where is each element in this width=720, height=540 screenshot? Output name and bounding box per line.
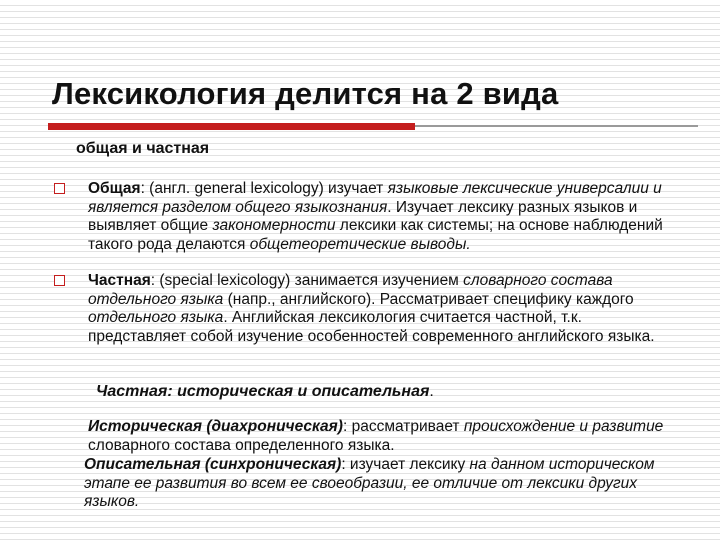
historical-text-1: : рассматривает xyxy=(342,418,464,435)
general-text-1: : (англ. general lexicology) изучает xyxy=(140,180,388,197)
special-text-5: . Английская лексикология считается частной, т.к. представляет собой изучение особенностей современного английского языка. xyxy=(88,309,655,345)
descriptive-text-1: : изучает лексику xyxy=(341,456,470,473)
hollow-square-bullet-icon xyxy=(54,275,65,286)
general-text-5: лексики как системы; на основе наблюдений такого рода делаются xyxy=(88,217,663,253)
general-text-2: языковые лексические универсалии и является разделом общего языкознания xyxy=(88,180,662,216)
special-text-4: отдельного языка xyxy=(88,309,224,326)
title-accent-bar xyxy=(48,123,415,130)
general-text-4: закономерности xyxy=(212,217,336,234)
historical-text-2: происхождение и развитие xyxy=(463,418,664,435)
special-text-2: словарного состава отдельного языка xyxy=(88,272,613,308)
special-text-1: : (special lexicology) занимается изучением xyxy=(150,272,464,289)
descriptive-text-2: на данном историческом этапе ее развития во всем ее своеобразии, ее отличие от лексики других языков. xyxy=(84,456,655,510)
descriptive-paragraph xyxy=(84,456,680,512)
special-text-3: (напр., английского). Рассматривает специфику каждого xyxy=(223,290,634,308)
general-text-3: . Изучает лексику разных языков и выявляет общие xyxy=(88,198,638,234)
term-general: Общая xyxy=(88,180,141,197)
historical-text-3: словарного состава определенного языка. xyxy=(88,436,395,454)
term-special: Частная xyxy=(88,272,151,289)
general-text-6: общетеоретические выводы. xyxy=(249,235,471,253)
historical-paragraph xyxy=(88,418,684,455)
bullet-general xyxy=(88,180,684,254)
term-descriptive: Описательная (синхроническая) xyxy=(84,456,342,473)
slide-subtitle: общая и частная xyxy=(76,140,210,157)
slide-title: Лексикология делится на 2 вида xyxy=(52,76,559,111)
hollow-square-bullet-icon xyxy=(54,183,65,194)
bullet-special xyxy=(88,272,684,346)
special-types-end: . xyxy=(429,383,434,400)
special-types-text: Частная: историческая и описательная xyxy=(96,383,430,400)
special-types-line xyxy=(96,383,434,401)
term-historical: Историческая (диахроническая) xyxy=(88,418,343,435)
